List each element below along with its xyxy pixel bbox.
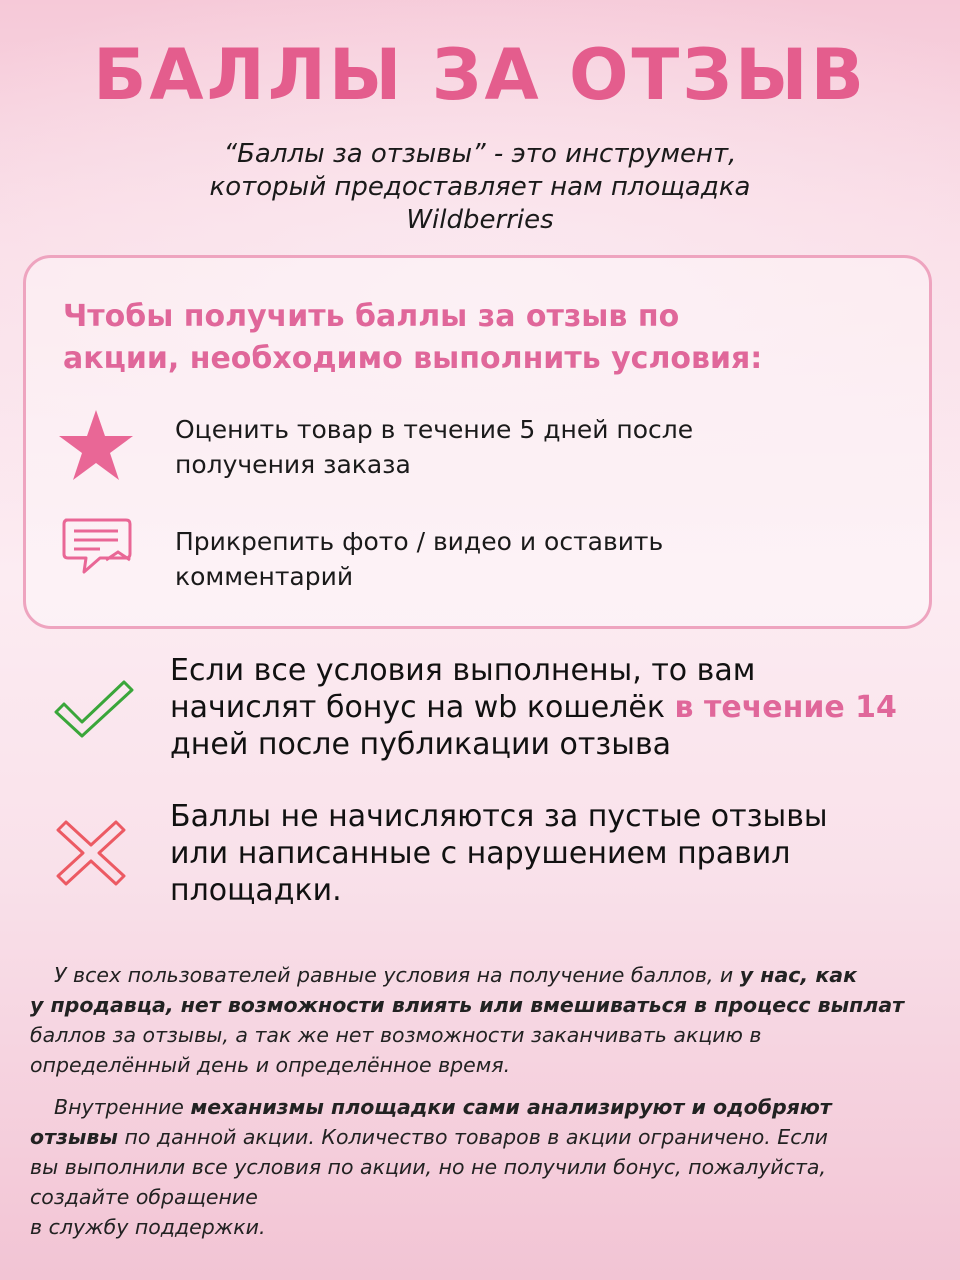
note2-line-5: в службу поддержки.: [30, 1215, 266, 1239]
cross-icon: [56, 820, 126, 886]
page-title: БАЛЛЫ ЗА ОТЗЫВ: [93, 34, 867, 116]
condition-text-line-1: Оценить товар в течение 5 дней после: [175, 415, 694, 444]
failure-text: [170, 798, 945, 909]
note2-line-4: создайте обращение: [30, 1185, 258, 1209]
star-icon: [57, 408, 135, 482]
conditions-heading: [63, 296, 903, 380]
note2-line-2-a: отзывы: [30, 1125, 118, 1149]
success-text: [170, 652, 945, 763]
note2-line-1: [30, 1092, 935, 1122]
note2-line-3: вы выполнили все условия по акции, но не получили бонус, пожалуйста,: [30, 1155, 826, 1179]
comment-icon: [60, 516, 134, 576]
condition-text-line-2: получения заказа: [175, 450, 411, 479]
note1-line-1-b: у нас, как: [739, 963, 858, 987]
note2-line-1-a: Внутренние: [54, 1095, 191, 1119]
subtitle-line-1: “Баллы за отзывы” - это инструмент,: [223, 139, 737, 169]
subtitle-line-3: Wildberries: [406, 205, 554, 235]
note2-line-2: [30, 1122, 935, 1152]
note1-line-4: определённый день и определённое время.: [30, 1053, 511, 1077]
condition-item-attach: [175, 524, 875, 594]
success-line-2: [170, 689, 945, 726]
subtitle-line-2: который предоставляет нам площадка: [209, 172, 751, 202]
success-line-2-start: начислят бонус на wb кошелёк: [170, 690, 675, 725]
failure-line-2: или написанные с нарушением правил: [170, 836, 791, 871]
subtitle: [100, 138, 860, 237]
moderation-note: [30, 1092, 935, 1242]
condition-text-line-2: комментарий: [175, 562, 354, 591]
success-line-3: дней после публикации отзыва: [170, 727, 672, 762]
failure-line-1: Баллы не начисляются за пустые отзывы: [170, 799, 828, 834]
success-highlight: в течение 14: [674, 690, 897, 725]
conditions-card: [23, 255, 932, 629]
note1-line-3: баллов за отзывы, а так же нет возможности заканчивать акцию в: [30, 1023, 762, 1047]
condition-item-rate: [175, 412, 875, 482]
note2-line-2-b: по данной акции. Количество товаров в акции ограничено. Если: [117, 1125, 828, 1149]
failure-line-3: площадки.: [170, 873, 342, 908]
note1-line-2: [30, 990, 935, 1020]
note1-line-1: [30, 960, 935, 990]
note1-line-1-a: У всех пользователей равные условия на получение баллов, и: [54, 963, 740, 987]
checkmark-icon: [52, 678, 134, 740]
conditions-heading-line-2: акции, необходимо выполнить условия:: [63, 341, 763, 376]
conditions-heading-line-1: Чтобы получить баллы за отзыв по: [63, 299, 680, 334]
success-line-1: Если все условия выполнены, то вам: [170, 653, 756, 688]
note1-line-2-bold: у продавца, нет возможности влиять или вмешиваться в процесс выплат: [30, 993, 905, 1017]
equal-conditions-note: [30, 960, 935, 1080]
note2-line-1-b: механизмы площадки сами анализируют и одобряют: [190, 1095, 832, 1119]
condition-text-line-1: Прикрепить фото / видео и оставить: [175, 527, 664, 556]
